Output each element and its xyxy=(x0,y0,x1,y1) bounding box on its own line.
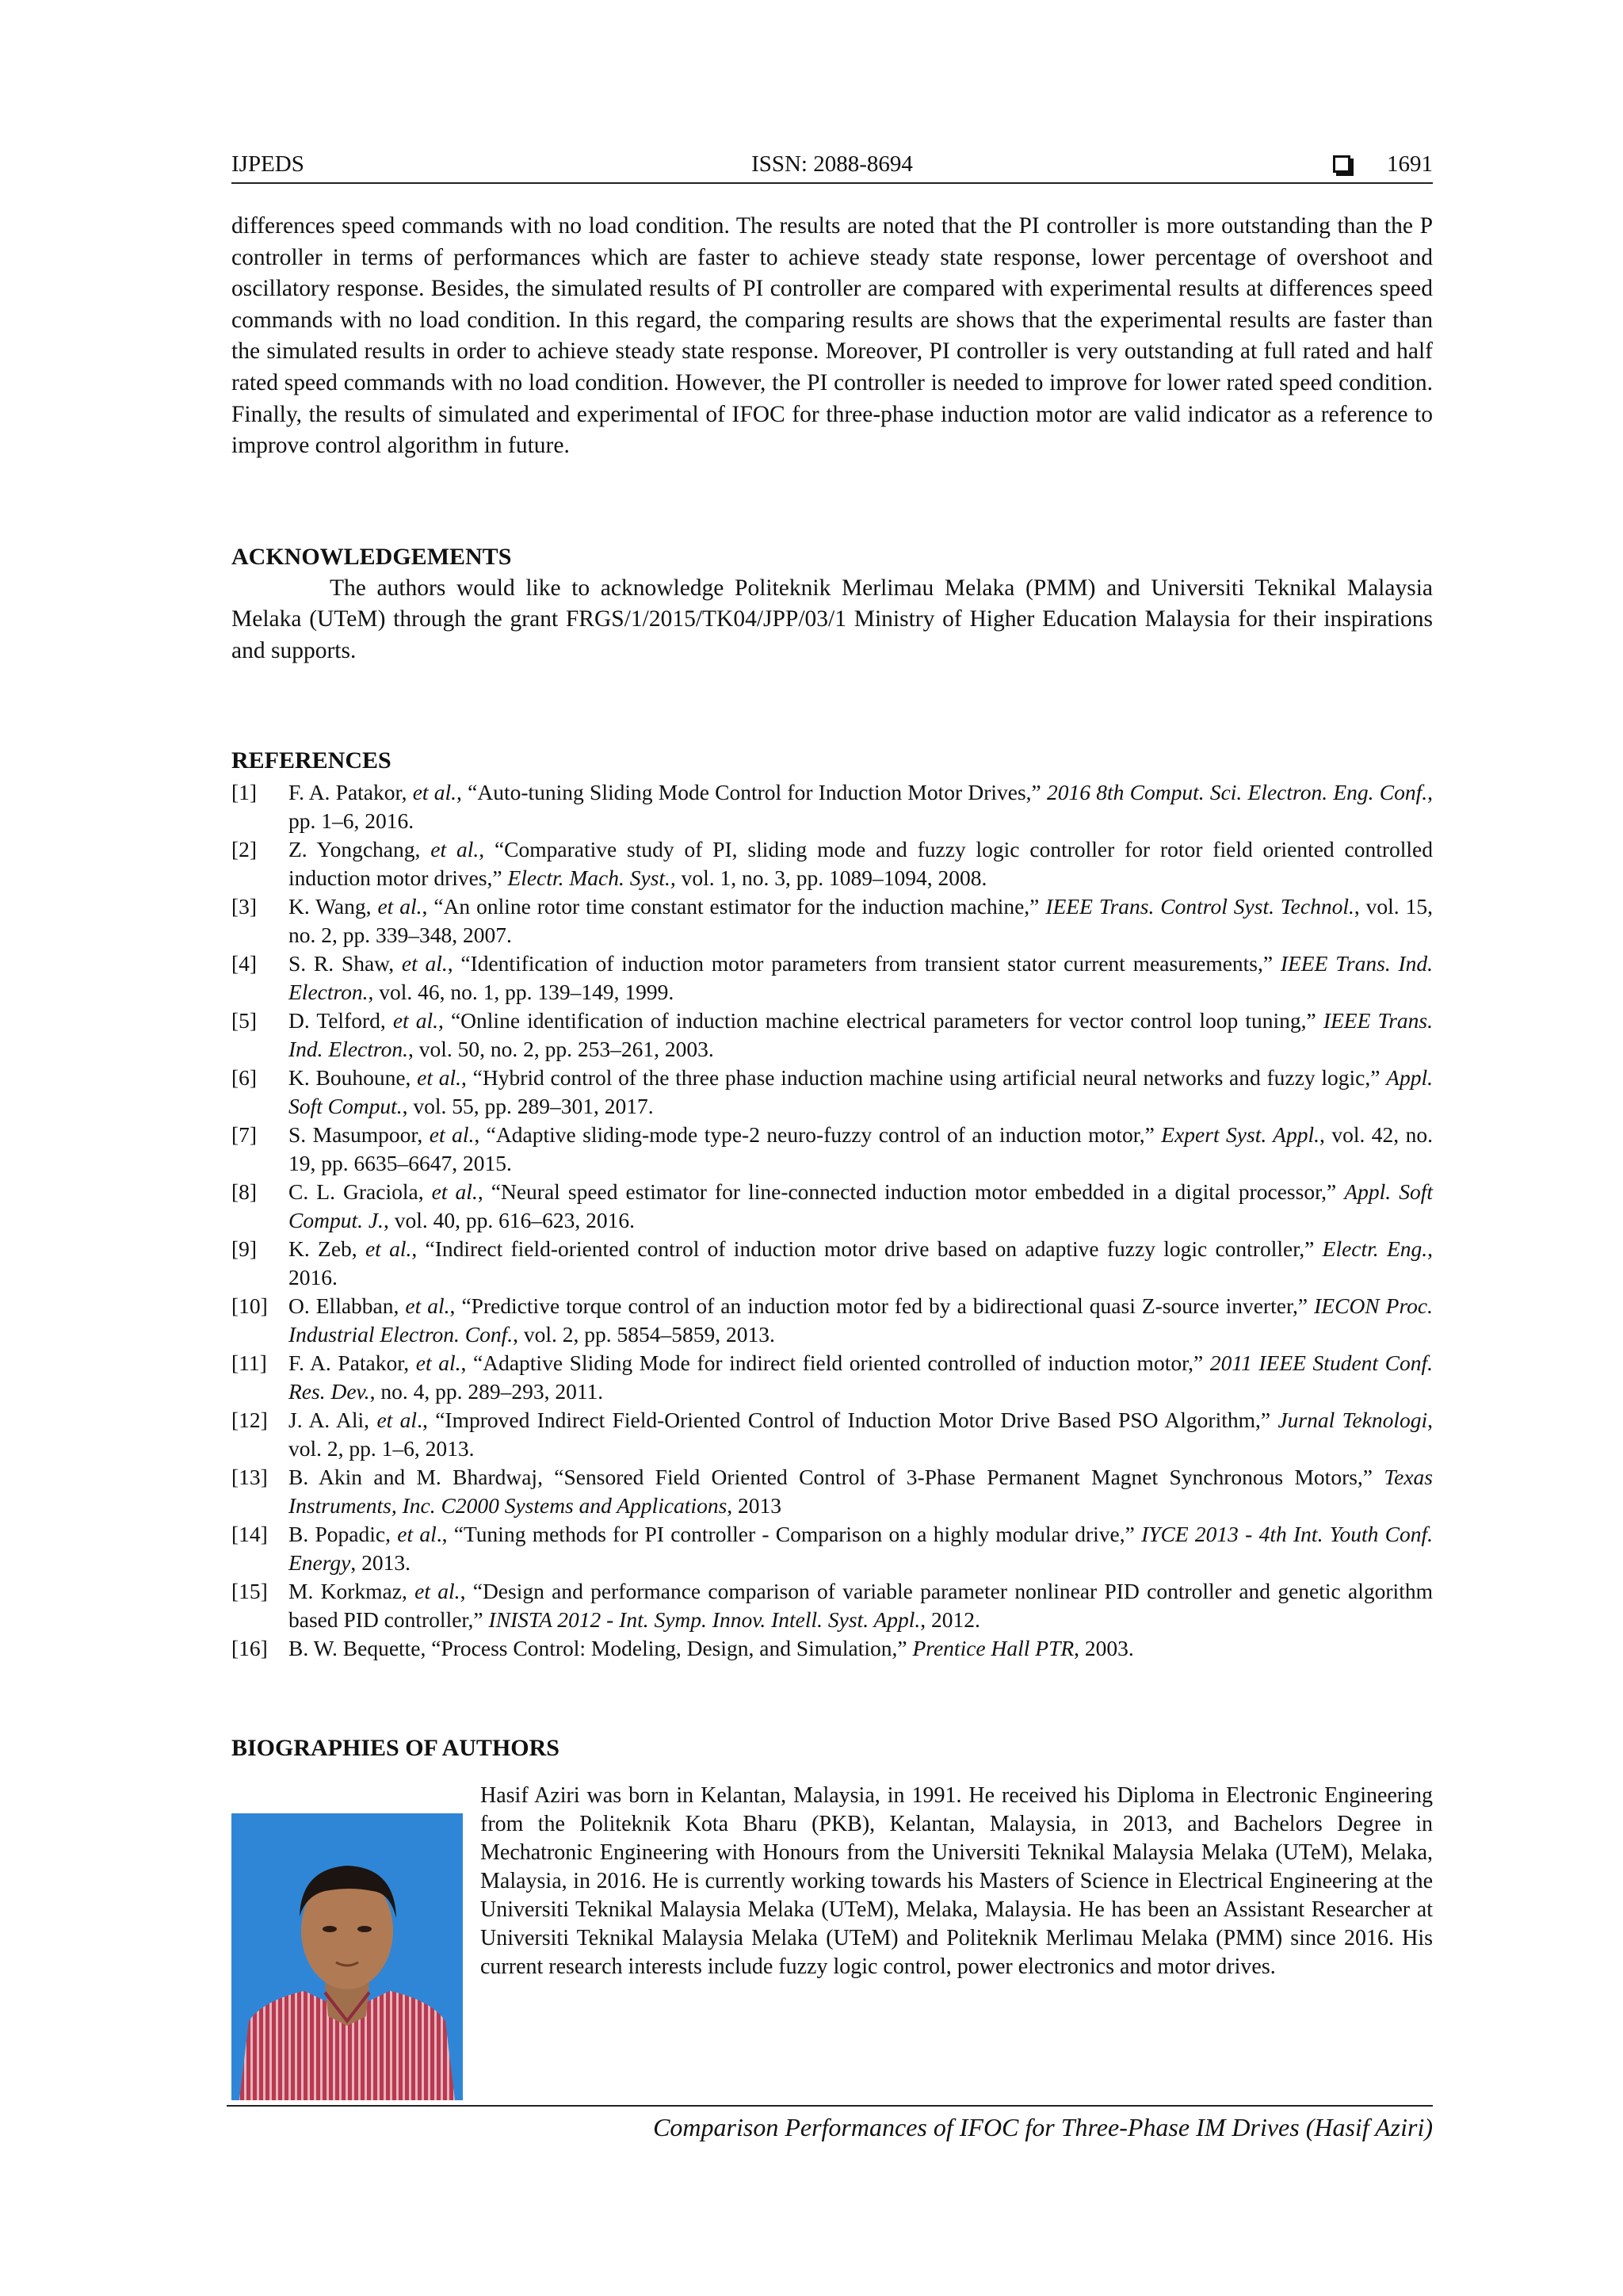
reference-item: [4] S. R. Shaw, et al., “Identification of induction motor parameters from transient stator current measurements,” IEEE Trans. Ind. Electron., vol. 46, no. 1, pp. 139–149, 1999. xyxy=(231,950,1433,1004)
page-footer: Comparison Performances of IFOC for Three-Phase IM Drives (Hasif Aziri) xyxy=(227,2105,1433,2143)
reference-item: [15] M. Korkmaz, et al., “Design and performance comparison of variable parameter nonlinear PID controller and genetic algorithm based PID controller,” INISTA 2012 - Int. Symp. Innov. Intell. Syst. Appl., 2012. xyxy=(231,1578,1433,1632)
biographies-heading: BIOGRAPHIES OF AUTHORS xyxy=(231,1734,559,1761)
reference-item: [9] K. Zeb, et al., “Indirect field-oriented control of induction motor drive based on adaptive fuzzy logic controller,” Electr. Eng., 2016. xyxy=(231,1236,1433,1289)
square-bullet-icon xyxy=(1333,155,1350,173)
journal-name: IJPEDS xyxy=(231,151,304,177)
reference-item: [10] O. Ellabban, et al., “Predictive torque control of an induction motor fed by a bidirectional quasi Z-source inverter,” IECON Proc. Industrial Electron. Conf., vol. 2, pp. 5854–5859, 2013. xyxy=(231,1293,1433,1347)
page-number: 1691 xyxy=(1387,151,1433,177)
reference-item: [16] B. W. Bequette, “Process Control: Modeling, Design, and Simulation,” Prentice Hall PTR, 2003. xyxy=(231,1635,1134,1660)
reference-item: [12] J. A. Ali, et al., “Improved Indirect Field-Oriented Control of Induction Motor Drive Based PSO Algorithm,” Jurnal Teknologi, vol. 2, pp. 1–6, 2013. xyxy=(231,1407,1433,1461)
reference-item: [1] F. A. Patakor, et al., “Auto-tuning Sliding Mode Control for Induction Motor Drives,” 2016 8th Comput. Sci. Electron. Eng. Conf., pp. 1–6, 2016. xyxy=(231,779,1433,833)
reference-list xyxy=(231,778,1433,1663)
references-heading: REFERENCES xyxy=(231,747,391,774)
reference-item: [11] F. A. Patakor, et al., “Adaptive Sliding Mode for indirect field oriented controlled of induction motor,” 2011 IEEE Student Conf. Res. Dev., no. 4, pp. 289–293, 2011. xyxy=(231,1350,1434,1404)
reference-item: [13] B. Akin and M. Bhardwaj, “Sensored Field Oriented Control of 3-Phase Permanent Magnet Synchronous Motors,” Texas Instruments, Inc. C2000 Systems and Applications, 2013 xyxy=(231,1464,1433,1518)
page-header xyxy=(231,149,1433,184)
page-number-group xyxy=(1333,149,1433,179)
reference-item: [2] Z. Yongchang, et al., “Comparative study of PI, sliding mode and fuzzy logic controller for rotor field oriented controlled induction motor drives,” Electr. Mach. Syst., vol. 1, no. 3, pp. 1089–1094, 2008. xyxy=(231,836,1433,890)
intro-paragraph: differences speed commands with no load condition. The results are noted that the PI controller is more outstanding than the P controller in terms of performances which are faster to achieve steady state response, lower percentage of overshoot and oscillatory response. Besides, the simulated results of PI controller are compared with experimental results at differences speed commands with no load condition. In this regard, the comparing results are shows that the experimental results are faster than the simulated results in order to achieve steady state response. Moreover, PI controller is very outstanding at full rated and half rated speed commands with no load condition. However, the PI controller is needed to improve for lower rated speed condition. Finally, the results of simulated and experimental of IFOC for three-phase induction motor are valid indicator as a reference to improve control algorithm in future. xyxy=(231,213,1433,459)
author-photo-icon xyxy=(231,1813,463,2100)
reference-item: [5] D. Telford, et al., “Online identification of induction machine electrical parameters for vector control loop tuning,” IEEE Trans. Ind. Electron., vol. 50, no. 2, pp. 253–261, 2003. xyxy=(231,1007,1433,1061)
acknowledgements-heading: ACKNOWLEDGEMENTS xyxy=(231,543,512,570)
reference-item: [6] K. Bouhoune, et al., “Hybrid control of the three phase induction machine using artificial neural networks and fuzzy logic,” Appl. Soft Comput., vol. 55, pp. 289–301, 2017. xyxy=(231,1064,1433,1118)
reference-item: [7] S. Masumpoor, et al., “Adaptive sliding-mode type-2 neuro-fuzzy control of an induction motor,” Expert Syst. Appl., vol. 42, no. 19, pp. 6635–6647, 2015. xyxy=(231,1121,1433,1175)
issn: ISSN: 2088-8694 xyxy=(751,151,913,177)
author-biography-text: Hasif Aziri was born in Kelantan, Malaysia, in 1991. He received his Diploma in Electronic Engineering from the Politeknik Kota Bharu (PKB), Kelantan, Malaysia, in 2013, and Bachelors Degree in Mechatronic Engineering with Honours from the Universiti Teknikal Malaysia Melaka (UTeM), Melaka, Malaysia, in 2016. He is currently working towards his Masters of Science in Electrical Engineering at the Universiti Teknikal Malaysia Melaka (UTeM), Melaka, Malaysia. He has been an Assistant Researcher at Universiti Teknikal Malaysia Melaka (UTeM) and Politeknik Merlimau Melaka (PMM) since 2016. His current research interests include fuzzy logic control, power electronics and motor drives. xyxy=(480,1782,1433,1979)
reference-item: [3] K. Wang, et al., “An online rotor time constant estimator for the induction machine,” IEEE Trans. Control Syst. Technol., vol. 15, no. 2, pp. 339–348, 2007. xyxy=(231,893,1433,947)
page-content xyxy=(231,149,1433,2100)
reference-item: [8] C. L. Graciola, et al., “Neural speed estimator for line-connected induction motor embedded in a digital processor,” Appl. Soft Comput. J., vol. 40, pp. 616–623, 2016. xyxy=(231,1179,1433,1232)
reference-item: [14] B. Popadic, et al., “Tuning methods for PI controller - Comparison on a highly modular drive,” IYCE 2013 - 4th Int. Youth Conf. Energy, 2013. xyxy=(231,1521,1433,1575)
author-biography xyxy=(231,1782,1433,2100)
acknowledgements-text: The authors would like to acknowledge Politeknik Merlimau Melaka (PMM) and Universiti Teknikal Malaysia Melaka (UTeM) through the grant FRGS/1/2015/TK04/JPP/03/1 Ministry of Higher Education Malaysia for their inspirations and supports. xyxy=(231,575,1433,663)
